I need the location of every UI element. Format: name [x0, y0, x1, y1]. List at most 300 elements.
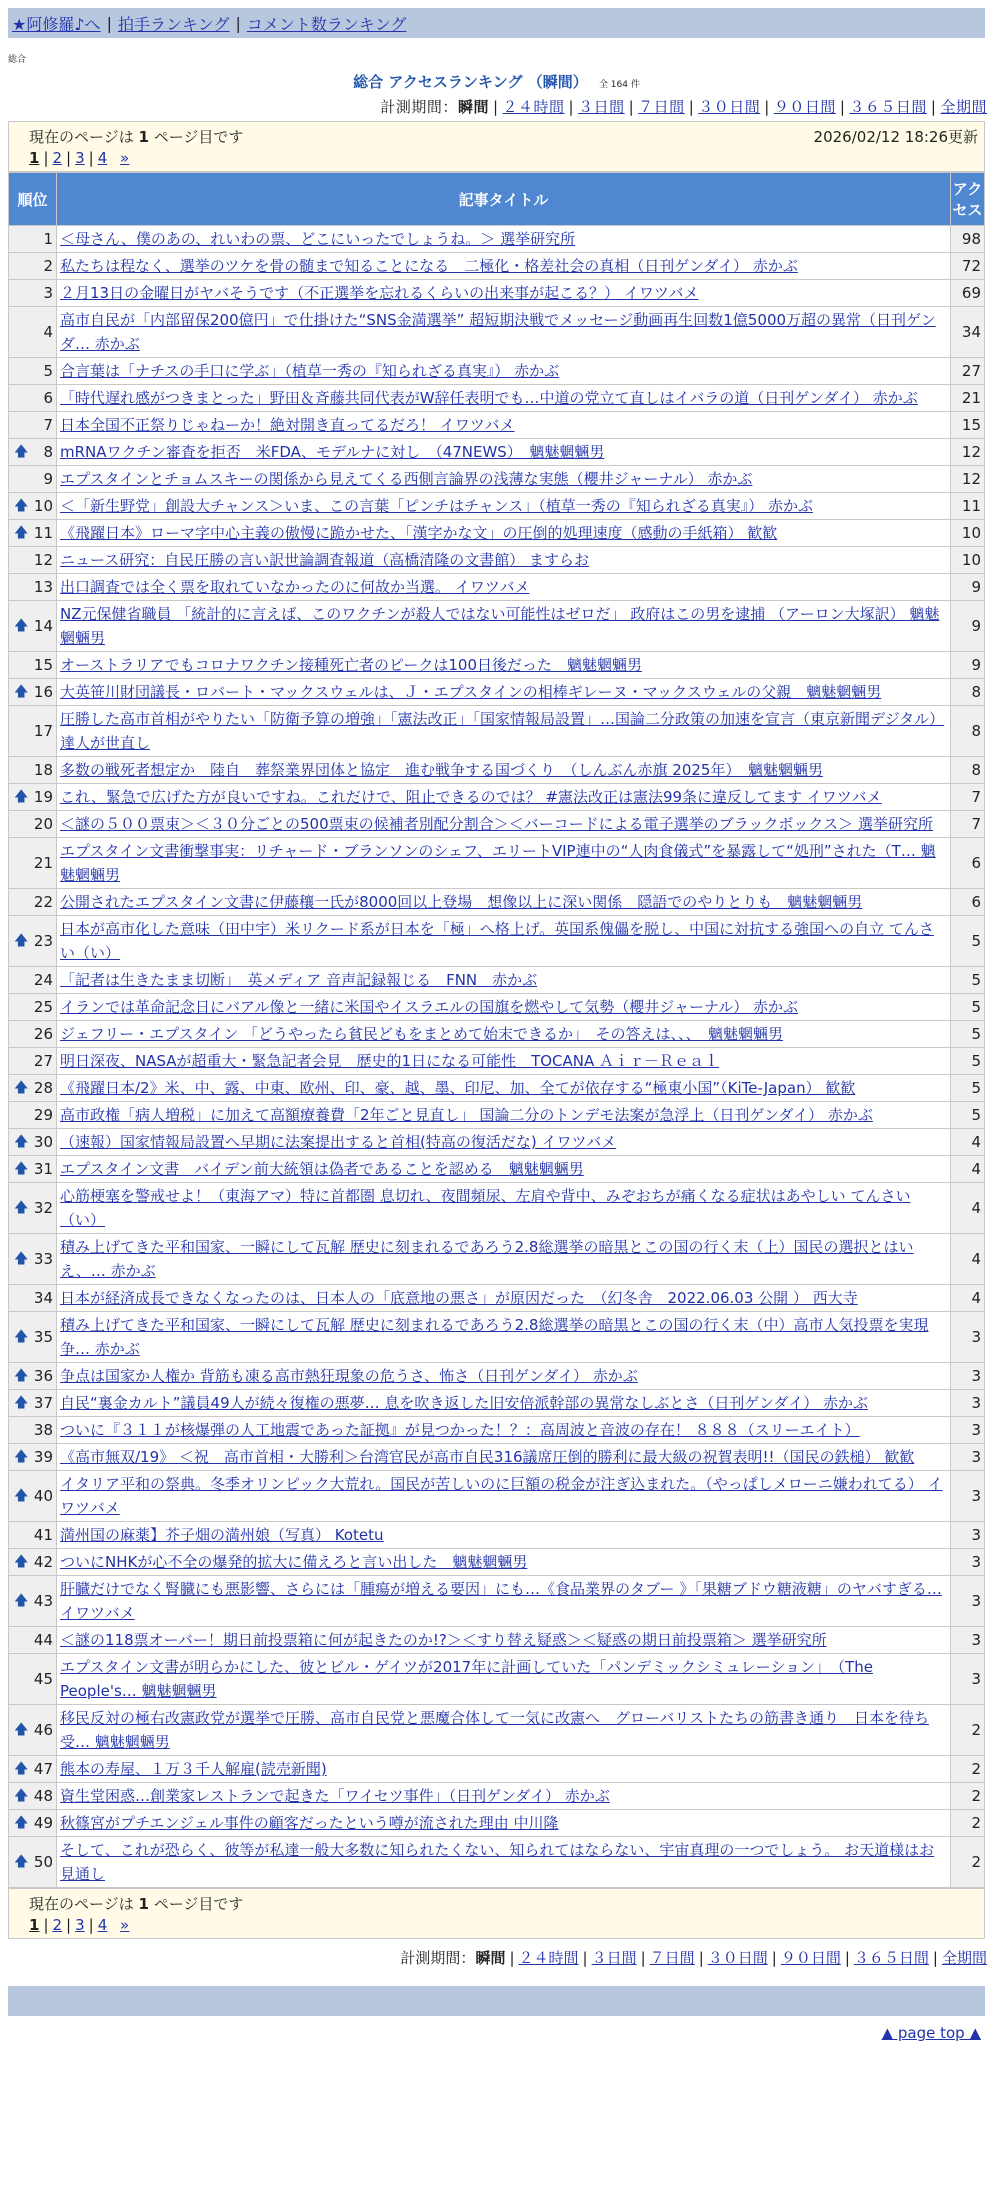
- rank-cell: [9, 757, 57, 784]
- access-count: 4: [951, 1285, 985, 1312]
- rank-cell: [9, 1471, 57, 1522]
- access-count: 3: [951, 1417, 985, 1444]
- period-link-3-bottom[interactable]: ３０日間: [707, 1949, 768, 1967]
- article-link[interactable]: 日本が経済成長できなくなったのは、日本人の「底意地の悪さ」が原因だった （幻冬舎 2022.06.03 公開 ） 西大寺: [60, 1289, 858, 1307]
- rank-number: 18: [33, 761, 53, 779]
- rank-cell: [9, 1549, 57, 1576]
- rank-number: 50: [33, 1853, 53, 1871]
- table-row: [9, 1156, 985, 1183]
- page-title-text: 総合 アクセスランキング （瞬間）: [353, 73, 588, 91]
- rank-number: 30: [33, 1133, 53, 1151]
- rank-cell: [9, 838, 57, 889]
- article-link[interactable]: エプスタイン文書が明らかにした、彼とビル・ゲイツが2017年に計画していた「パンデミックシミュレーション」 （The People's… 魑魅魍魎男: [60, 1658, 873, 1700]
- page-top-container: [0, 2024, 981, 2042]
- table-row: [9, 1783, 985, 1810]
- article-link[interactable]: 熊本の寿屋、１万３千人解雇(読売新聞): [60, 1760, 327, 1778]
- access-count: 3: [951, 1390, 985, 1417]
- table-row: [9, 1654, 985, 1705]
- title-cell: [57, 1654, 951, 1705]
- up-arrow-icon: 🡅: [14, 1329, 29, 1345]
- rank-cell: [9, 1576, 57, 1627]
- access-count: 34: [951, 307, 985, 358]
- table-row: [9, 1627, 985, 1654]
- pager-separator: |: [66, 1916, 72, 1934]
- pager-separator: |: [88, 1916, 94, 1934]
- title-cell: [57, 1522, 951, 1549]
- title-cell: [57, 1390, 951, 1417]
- title-cell: [57, 757, 951, 784]
- rank-number: 17: [33, 722, 53, 740]
- rank-cell: [9, 1810, 57, 1837]
- up-arrow-icon: 🡅: [14, 1815, 29, 1831]
- rank-cell: [9, 1234, 57, 1285]
- article-link[interactable]: 多数の戦死者想定か 陸自 葬祭業界団体と協定 進む戦争する国づくり （しんぶん赤旗 2025年） 魑魅魍魎男: [60, 761, 823, 779]
- table-row: [9, 652, 985, 679]
- pagination-bottom: [9, 1914, 984, 1938]
- table-row: [9, 307, 985, 358]
- pager-current: 1: [29, 149, 40, 167]
- access-count: 3: [951, 1312, 985, 1363]
- article-link[interactable]: 明日深夜、NASAが超重大・緊急記者会見 歴史的1日になる可能性 TOCANA Ａｉｒ－Ｒｅａｌ: [60, 1052, 720, 1070]
- rank-cell: [9, 412, 57, 439]
- access-count: 7: [951, 784, 985, 811]
- pager-current-bottom: 1: [29, 1916, 40, 1934]
- pager-link-2-bottom[interactable]: 4: [97, 1916, 108, 1934]
- rank-cell: [9, 601, 57, 652]
- title-cell: [57, 1627, 951, 1654]
- article-link[interactable]: 高市政権「病人増税」に加えて高額療養費「2年ごと見直し」 国論二分のトンデモ法案が急浮上（日刊ゲンダイ） 赤かぶ: [60, 1106, 873, 1124]
- rank-number: 11: [33, 524, 53, 542]
- rank-cell: [9, 307, 57, 358]
- rank-number: 39: [33, 1448, 53, 1466]
- article-link[interactable]: ジェフリー・エプスタイン 「どうやったら貧民どもをまとめて始末できるか」 その答えは、、、 魑魅魍魎男: [60, 1025, 783, 1043]
- access-count: 3: [951, 1627, 985, 1654]
- table-row: [9, 385, 985, 412]
- title-cell: [57, 1837, 951, 1888]
- table-row: [9, 679, 985, 706]
- access-count: 2: [951, 1756, 985, 1783]
- table-row: [9, 466, 985, 493]
- article-link[interactable]: 「記者は生きたまま切断」 英メディア 音声記録報じる FNN 赤かぶ: [60, 971, 538, 989]
- article-link[interactable]: 《飛躍日本》ローマ字中心主義の傲慢に跪かせた、「漢字かな文」の圧倒的処理速度（感動の手紙箱） 歓歓: [60, 524, 778, 542]
- status-panel-bottom: [8, 1888, 985, 1939]
- period-link-5-bottom[interactable]: ３６５日間: [853, 1949, 929, 1967]
- article-link[interactable]: ＜「新生野党」創設大チャンス＞いま、この言葉「ピンチはチャンス」（植草一秀の『知られざる真実』） 赤かぶ: [60, 497, 813, 515]
- page-top-link[interactable]: ▲ page top ▲: [881, 2024, 981, 2042]
- article-link[interactable]: mRNAワクチン審査を拒否 米FDA、モデルナに対し （47NEWS） 魑魅魍魎男: [60, 443, 605, 461]
- article-link[interactable]: エプスタイン文書 バイデン前大統領は偽者であることを認める 魑魅魍魎男: [60, 1160, 584, 1178]
- table-row: [9, 1549, 985, 1576]
- title-cell: [57, 1075, 951, 1102]
- title-cell: [57, 1756, 951, 1783]
- rank-cell: [9, 1156, 57, 1183]
- rank-number: 23: [33, 932, 53, 950]
- title-cell: [57, 1705, 951, 1756]
- rank-number: 40: [33, 1487, 53, 1505]
- up-arrow-icon: 🡅: [14, 1161, 29, 1177]
- period-separator: |: [688, 98, 695, 116]
- access-count: 3: [951, 1576, 985, 1627]
- up-arrow-icon: 🡅: [14, 1854, 29, 1870]
- article-link[interactable]: 高市自民が「内部留保200億円」で仕掛けた“SNS金満選挙” 超短期決戦でメッセージ動画再生回数1億5000万超の異常（日刊ゲンダ… 赤かぶ: [60, 311, 936, 353]
- access-count: 4: [951, 1156, 985, 1183]
- current-page-text-bottom: 現在のページは 1 ページ目です: [29, 1895, 244, 1913]
- period-selector: [0, 96, 987, 117]
- pager-spacer: [111, 1916, 116, 1934]
- period-link-2-bottom[interactable]: ７日間: [649, 1949, 695, 1967]
- access-count: 2: [951, 1705, 985, 1756]
- article-link[interactable]: 積み上げてきた平和国家、一瞬にして瓦解 歴史に刻まれるであろう2.8総選挙の暗黒とこの国の行く末（中）高市人気投票を実現争… 赤かぶ: [60, 1316, 929, 1358]
- up-arrow-icon: 🡅: [14, 618, 29, 634]
- title-cell: [57, 1444, 951, 1471]
- rank-cell: [9, 1654, 57, 1705]
- table-row: [9, 412, 985, 439]
- period-link-2[interactable]: ７日間: [638, 98, 685, 116]
- table-row: [9, 493, 985, 520]
- title-cell: [57, 226, 951, 253]
- period-separator: |: [509, 1949, 515, 1967]
- rank-cell: [9, 1075, 57, 1102]
- pager-separator: |: [88, 149, 94, 167]
- article-link[interactable]: 満州国の麻薬】芥子畑の満州娘（写真） Kotetu: [60, 1526, 384, 1544]
- table-row: [9, 1363, 985, 1390]
- rank-number: 42: [33, 1553, 53, 1571]
- pager-link-1-bottom[interactable]: 3: [75, 1916, 85, 1934]
- title-cell: [57, 811, 951, 838]
- period-separator: |: [771, 1949, 777, 1967]
- rank-number: 45: [33, 1670, 53, 1688]
- access-count: 5: [951, 916, 985, 967]
- article-link[interactable]: オーストラリアでもコロナワクチン接種死亡者のピークは100日後だった 魑魅魍魎男: [60, 656, 642, 674]
- access-count: 11: [951, 493, 985, 520]
- up-arrow-icon: 🡅: [14, 444, 29, 460]
- access-count: 10: [951, 547, 985, 574]
- pager-link-0-bottom[interactable]: 2: [52, 1916, 63, 1934]
- rank-cell: [9, 493, 57, 520]
- header-rank: 順位: [9, 173, 57, 226]
- rank-cell: [9, 1363, 57, 1390]
- article-link[interactable]: 《高市無双/19》 ＜祝 高市首相・大勝利＞台湾官民が高市自民316議席圧倒的勝利に最大級の祝賀表明!!（国民の鉄槌） 歓歓: [60, 1448, 915, 1466]
- title-cell: [57, 574, 951, 601]
- rank-cell: [9, 1837, 57, 1888]
- access-count: 2: [951, 1783, 985, 1810]
- article-link[interactable]: NZ元保健省職員 「統計的に言えば、このワクチンが殺人ではない可能性はゼロだ」 政府はこの男を逮捕 （アーロン大塚訳） 魑魅魍魎男: [60, 605, 940, 647]
- rank-number: 44: [33, 1631, 53, 1649]
- title-cell: [57, 652, 951, 679]
- period-link-6[interactable]: 全期間: [940, 98, 987, 116]
- rank-cell: [9, 916, 57, 967]
- table-row: [9, 1183, 985, 1234]
- access-count: 4: [951, 1183, 985, 1234]
- access-count: 6: [951, 889, 985, 916]
- nav-separator: |: [235, 13, 241, 33]
- rank-number: 33: [33, 1250, 53, 1268]
- access-count: 3: [951, 1654, 985, 1705]
- access-count: 3: [951, 1549, 985, 1576]
- period-separator: |: [930, 98, 937, 116]
- access-count: 5: [951, 1075, 985, 1102]
- rank-number: 4: [43, 323, 53, 341]
- article-link[interactable]: 「時代遅れ感がつきまとった」野田＆斉藤共同代表がW辞任表明でも…中道の党立て直しはイバラの道（日刊ゲンダイ） 赤かぶ: [60, 389, 918, 407]
- rank-number: 35: [33, 1328, 53, 1346]
- rank-number: 15: [33, 656, 53, 674]
- rank-number: 20: [33, 815, 53, 833]
- rank-number: 37: [33, 1394, 53, 1412]
- article-link[interactable]: 心筋梗塞を警戒せよ！（東海アマ）特に首都圏 息切れ、夜間頻尿、左肩や背中、みぞおちが痛くなる症状はあやしい てんさい（い）: [60, 1187, 911, 1229]
- article-link[interactable]: 資生堂困惑…創業家レストランで起きた「ワイセツ事件」（日刊ゲンダイ） 赤かぶ: [60, 1787, 610, 1805]
- table-row: [9, 706, 985, 757]
- rank-cell: [9, 547, 57, 574]
- article-link[interactable]: 争点は国家か人権か 背筋も凍る高市熱狂現象の危うさ、怖さ（日刊ゲンダイ） 赤かぶ: [60, 1367, 638, 1385]
- title-cell: [57, 1576, 951, 1627]
- table-row: [9, 1102, 985, 1129]
- access-count: 27: [951, 358, 985, 385]
- rank-number: 28: [33, 1079, 53, 1097]
- pager-separator: |: [66, 149, 72, 167]
- table-row: [9, 280, 985, 307]
- pager-link-3-bottom[interactable]: »: [120, 1916, 130, 1934]
- article-link[interactable]: これ、緊急で広げた方が良いですね。これだけで、阻止できるのでは？ #憲法改正は憲法99条に違反してます イワツバメ: [60, 788, 882, 806]
- article-link[interactable]: エプスタインとチョムスキーの関係から見えてくる西側言論界の浅薄な実態（櫻井ジャーナル） 赤かぶ: [60, 470, 753, 488]
- up-arrow-icon: 🡅: [14, 498, 29, 514]
- up-arrow-icon: 🡅: [14, 1554, 29, 1570]
- period-link-3[interactable]: ３０日間: [698, 98, 761, 116]
- rank-number: 29: [33, 1106, 53, 1124]
- article-link[interactable]: ＜母さん、僕のあの、れいわの票、どこにいったでしょうね。＞ 選挙研究所: [60, 230, 576, 248]
- header-access: アクセス: [951, 173, 985, 226]
- table-row: [9, 1390, 985, 1417]
- top-nav-bar: [8, 8, 985, 38]
- table-row: [9, 547, 985, 574]
- table-row: [9, 784, 985, 811]
- table-row: [9, 253, 985, 280]
- period-link-0-bottom[interactable]: ２４時間: [518, 1949, 579, 1967]
- rank-number: 49: [33, 1814, 53, 1832]
- period-separator: |: [844, 1949, 850, 1967]
- title-cell: [57, 1102, 951, 1129]
- article-link[interactable]: 自民“裏金カルト”議員49人が続々復権の悪夢… 息を吹き返した旧安倍派幹部の異常なしぶとさ（日刊ゲンダイ） 赤かぶ: [60, 1394, 868, 1412]
- rank-number: 31: [33, 1160, 53, 1178]
- rank-number: 9: [43, 470, 53, 488]
- pager-link-0[interactable]: 2: [52, 149, 63, 167]
- period-current: 瞬間: [475, 1949, 506, 1967]
- table-row: [9, 1312, 985, 1363]
- up-arrow-icon: 🡅: [14, 1251, 29, 1267]
- table-row: [9, 1837, 985, 1888]
- rank-cell: [9, 1522, 57, 1549]
- article-link[interactable]: ＜謎の118票オーバー！期日前投票箱に何が起きたのか!?＞＜すり替え疑惑＞＜疑惑の期日前投票箱＞ 選挙研究所: [60, 1631, 827, 1649]
- rank-number: 7: [43, 416, 53, 434]
- up-arrow-icon: 🡅: [14, 525, 29, 541]
- article-link[interactable]: 出口調査では全く票を取れていなかったのに何故か当選。 イワツバメ: [60, 578, 530, 596]
- access-count: 15: [951, 412, 985, 439]
- up-arrow-icon: 🡅: [14, 1449, 29, 1465]
- period-link-4-bottom[interactable]: ９０日間: [780, 1949, 841, 1967]
- access-count: 5: [951, 967, 985, 994]
- access-count: 69: [951, 280, 985, 307]
- title-cell: [57, 520, 951, 547]
- nav-separator: |: [106, 13, 112, 33]
- article-link[interactable]: エプスタイン文書衝撃事実：リチャード・ブランソンのシェフ、エリートVIP連中の“人肉食儀式”を暴露して“処刑”された（T… 魑魅魍魎男: [60, 842, 936, 884]
- rank-number: 46: [33, 1721, 53, 1739]
- period-separator: |: [568, 98, 575, 116]
- rank-cell: [9, 784, 57, 811]
- period-separator: |: [764, 98, 770, 116]
- article-link[interactable]: 肝臓だけでなく腎臓にも悪影響、さらには「腫瘍が増える要因」にも…《食品業界のタブー 》「果糖ブドウ糖液糖」のヤバすぎる… イワツバメ: [60, 1580, 942, 1622]
- article-link[interactable]: 公開されたエプスタイン文書に伊藤穰一氏が8000回以上登場 想像以上に深い関係 隠語でのやりとりも 魑魅魍魎男: [60, 893, 863, 911]
- article-link[interactable]: 日本が高市化した意味（田中宇）米リクード系が日本を「極」へ格上げ。英国系傀儡を脱し、中国に対抗する強国への自立 てんさい（い）: [60, 920, 934, 962]
- title-cell: [57, 253, 951, 280]
- ranking-table: [8, 172, 985, 1888]
- nav-link-asyura[interactable]: ★阿修羅♪へ: [12, 14, 101, 34]
- article-link[interactable]: ついに『３１１が核爆弾の人工地震であった証拠』が見つかった！？：高周波と音波の存在！ ８８８（スリーエイト）: [60, 1421, 860, 1439]
- article-link[interactable]: 圧勝した高市首相がやりたい「防衛予算の増強」「憲法改正」「国家情報局設置」…国論二分政策の加速を宣言（東京新聞デジタル） 達人が世直し: [60, 710, 945, 752]
- period-link-1[interactable]: ３日間: [578, 98, 625, 116]
- title-cell: [57, 466, 951, 493]
- article-link[interactable]: 秋篠宮がプチエンジェル事件の顧客だったという噂が流された理由 中川隆: [60, 1814, 559, 1832]
- title-cell: [57, 439, 951, 466]
- article-link[interactable]: 積み上げてきた平和国家、一瞬にして瓦解 歴史に刻まれるであろう2.8総選挙の暗黒とこの国の行く末（上）国民の選択とはいえ、… 赤かぶ: [60, 1238, 914, 1280]
- rank-cell: [9, 1021, 57, 1048]
- article-link[interactable]: 移民反対の極右改憲政党が選挙で圧勝、高市自民党と悪魔合体して一気に改憲へ グローバリストたちの筋書き通り 日本を待ち受… 魑魅魍魎男: [60, 1709, 929, 1751]
- title-cell: [57, 1183, 951, 1234]
- rank-cell: [9, 1102, 57, 1129]
- rank-number: 41: [33, 1526, 53, 1544]
- period-separator: |: [839, 98, 846, 116]
- article-link[interactable]: イランでは革命記念日にバアル像と一緒に米国やイスラエルの国旗を燃やして気勢（櫻井ジャーナル） 赤かぶ: [60, 998, 798, 1016]
- up-arrow-icon: 🡅: [14, 1761, 29, 1777]
- header-title: 記事タイトル: [57, 173, 951, 226]
- rank-cell: [9, 1756, 57, 1783]
- table-row: [9, 1021, 985, 1048]
- pager-link-2[interactable]: 4: [97, 149, 108, 167]
- rank-cell: [9, 358, 57, 385]
- access-count: 5: [951, 1021, 985, 1048]
- up-arrow-icon: 🡅: [14, 1788, 29, 1804]
- article-link[interactable]: そして、これが恐らく、彼等が私達一般大多数に知られたくない、知られてはならない、宇宙真理の一つでしょう。 お天道様はお見通し: [60, 1841, 935, 1883]
- period-separator: |: [698, 1949, 704, 1967]
- rank-number: 2: [43, 257, 53, 275]
- access-count: 4: [951, 1129, 985, 1156]
- rank-cell: [9, 994, 57, 1021]
- table-row: [9, 520, 985, 547]
- nav-link-applause-ranking[interactable]: 拍手ランキング: [117, 14, 230, 34]
- access-count: 8: [951, 679, 985, 706]
- up-arrow-icon: 🡅: [14, 1593, 29, 1609]
- pager-separator: |: [43, 149, 49, 167]
- article-link[interactable]: ２月13日の金曜日がヤバそうです（不正選挙を忘れるくらいの出来事が起こる？） イワツバメ: [60, 284, 699, 302]
- period-link-4[interactable]: ９０日間: [773, 98, 836, 116]
- pager-link-1[interactable]: 3: [75, 149, 85, 167]
- up-arrow-icon: 🡅: [14, 789, 29, 805]
- article-link[interactable]: 《飛躍日本/2》米、中、露、中東、欧州、印、豪、越、墨、印尼、加、全てが依存する“極東小国”（KiTe-Japan） 歓歓: [60, 1079, 856, 1097]
- title-cell: [57, 307, 951, 358]
- access-count: 5: [951, 1048, 985, 1075]
- title-cell: [57, 412, 951, 439]
- period-link-6-bottom[interactable]: 全期間: [941, 1949, 987, 1967]
- table-header-row: [9, 173, 985, 226]
- title-cell: [57, 1129, 951, 1156]
- rank-number: 13: [33, 578, 53, 596]
- title-cell: [57, 967, 951, 994]
- period-link-0[interactable]: ２４時間: [502, 98, 565, 116]
- title-cell: [57, 679, 951, 706]
- access-count: 8: [951, 757, 985, 784]
- title-cell: [57, 838, 951, 889]
- period-separator: |: [628, 98, 635, 116]
- table-row: [9, 358, 985, 385]
- access-count: 3: [951, 1522, 985, 1549]
- article-link[interactable]: 日本全国不正祭りじゃねーか！絶対開き直ってるだろ！ イワツバメ: [60, 416, 515, 434]
- title-cell: [57, 1417, 951, 1444]
- pager-link-3[interactable]: »: [120, 149, 130, 167]
- access-count: 7: [951, 811, 985, 838]
- table-row: [9, 757, 985, 784]
- article-link[interactable]: （速報）国家情報局設置へ早期に法案提出すると首相(特高の復活だな) イワツバメ: [60, 1133, 617, 1151]
- rank-cell: [9, 1444, 57, 1471]
- bottom-bar: [8, 1986, 985, 2016]
- table-row: [9, 1444, 985, 1471]
- access-count: 98: [951, 226, 985, 253]
- table-row: [9, 916, 985, 967]
- up-arrow-icon: 🡅: [14, 1080, 29, 1096]
- category-label: 総合: [8, 55, 27, 65]
- title-cell: [57, 706, 951, 757]
- nav-link-comment-ranking[interactable]: コメント数ランキング: [246, 14, 407, 34]
- rank-cell: [9, 1783, 57, 1810]
- period-separator: |: [582, 1949, 588, 1967]
- table-row: [9, 1576, 985, 1627]
- period-link-5[interactable]: ３６５日間: [849, 98, 927, 116]
- article-link[interactable]: 大英笹川財団議長・ロバート・マックスウェルは、Ｊ・エプスタインの相棒ギレーヌ・マックスウェルの父親 魑魅魍魎男: [60, 683, 882, 701]
- article-link[interactable]: イタリア平和の祭典。冬季オリンピック大荒れ。国民が苦しいのに巨額の税金が注ぎ込まれた。（やっぱしメローニ嫌われてる） イワツバメ: [60, 1475, 943, 1517]
- access-count: 6: [951, 838, 985, 889]
- total-count: 全 164 件: [598, 80, 640, 90]
- title-cell: [57, 916, 951, 967]
- title-cell: [57, 547, 951, 574]
- rank-cell: [9, 1417, 57, 1444]
- title-cell: [57, 1285, 951, 1312]
- article-link[interactable]: ニュース研究：自民圧勝の言い訳世論調査報道（高橋清隆の文書館） ますらお: [60, 551, 590, 569]
- current-page-text: 現在のページは 1 ページ目です: [29, 128, 244, 146]
- article-link[interactable]: ついにNHKが心不全の爆発的拡大に備えろと言い出した 魑魅魍魎男: [60, 1553, 528, 1571]
- title-cell: [57, 601, 951, 652]
- article-link[interactable]: 私たちは程なく、選挙のツケを骨の髄まで知ることになる 二極化・格差社会の真相（日刊ゲンダイ） 赤かぶ: [60, 257, 798, 275]
- period-link-1-bottom[interactable]: ３日間: [591, 1949, 637, 1967]
- table-row: [9, 967, 985, 994]
- access-count: 3: [951, 1471, 985, 1522]
- rank-number: 8: [43, 443, 53, 461]
- access-count: 12: [951, 466, 985, 493]
- article-link[interactable]: 合言葉は「ナチスの手口に学ぶ」（植草一秀の『知られざる真実』） 赤かぶ: [60, 362, 560, 380]
- title-cell: [57, 1234, 951, 1285]
- up-arrow-icon: 🡅: [14, 1722, 29, 1738]
- access-count: 3: [951, 1444, 985, 1471]
- access-count: 9: [951, 652, 985, 679]
- title-cell: [57, 493, 951, 520]
- table-row: [9, 1234, 985, 1285]
- pager-spacer: [111, 149, 116, 167]
- rank-number: 22: [33, 893, 53, 911]
- rank-number: 16: [33, 683, 53, 701]
- table-row: [9, 574, 985, 601]
- table-row: [9, 889, 985, 916]
- table-row: [9, 1129, 985, 1156]
- period-label: 計測期間：: [400, 1949, 476, 1967]
- article-link[interactable]: ＜謎の５００票束＞＜３０分ごとの500票束の候補者別配分割合＞＜バーコードによる電子選挙のブラックボックス＞ 選挙研究所: [60, 815, 933, 833]
- rank-number: 47: [33, 1760, 53, 1778]
- title-cell: [57, 1549, 951, 1576]
